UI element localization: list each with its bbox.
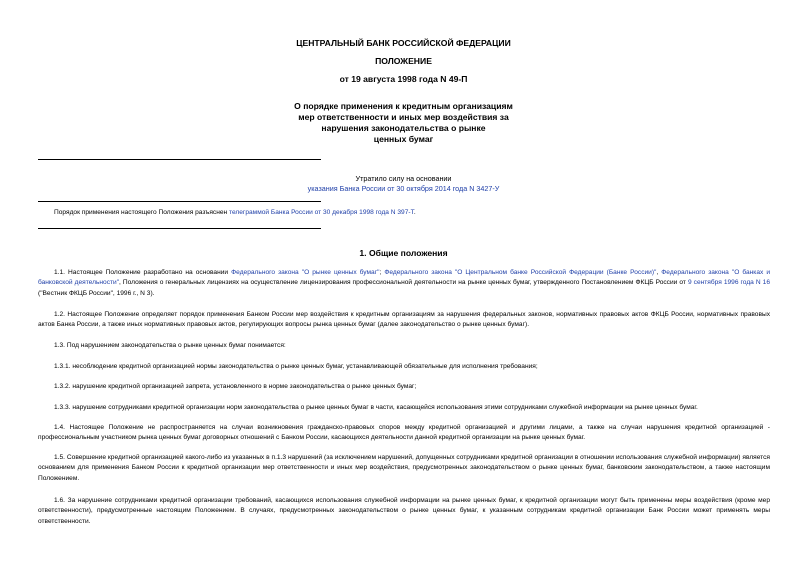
resolution-link[interactable]: 9 сентября 1996 года N 16: [687, 279, 770, 287]
paragraph-1-3: 1.3. Под нарушением законодательства о рынке ценных бумаг понимается:: [54, 342, 286, 349]
paragraph-1-1: 1.1. Настоящее Положение разработано на основании Федерального закона "О рынке ценных бумаг"; Федерального закона "О Центральном банке Российской Федерации (Банке России)", Федерального закона "О банках и банковской деятельности", Положения о генеральных лицензиях на осуществление лицензирования профессиональной деятельности на рынке ценных бумаг, утвержденного Постановлением ФКЦБ России от 9 сентября 1996 года N 16 ("Вестник ФКЦБ России", 1996 г., N 3).: [38, 269, 771, 297]
repeal-link-line: [0, 184, 807, 194]
divider: [38, 228, 321, 229]
divider: [38, 159, 321, 160]
clarification-link[interactable]: телеграммой Банка России от 30 декабря 1998 года N 397-Т: [229, 209, 414, 216]
law-link-banks[interactable]: Федерального закона "О банках и банковской деятельности": [38, 269, 771, 287]
issuing-organization: ЦЕНТРАЛЬНЫЙ БАНК РОССИЙСКОЙ ФЕДЕРАЦИИ: [296, 38, 511, 48]
document-date-number: от 19 августа 1998 года N 49-П: [339, 74, 468, 84]
document-title-line: ценных бумаг: [373, 134, 434, 144]
law-link-securities-market[interactable]: Федерального закона "О рынке ценных бумаг": [231, 269, 380, 276]
clarification-note: Порядок применения настоящего Положения разъяснен телеграммой Банка России от 30 декабря 1998 года N 397-Т.: [54, 209, 416, 216]
paragraph-1-6: 1.6. За нарушение сотрудниками кредитной организации требований, касающихся использования служебной информации на рынке ценных бумаг, к кредитной организации могут быть применены меры воздействия (кроме мер ответственности), предусмотренные настоящим Положением. В случаях, предусмотренных законодательством о рынке ценных бумаг, к указанным сотрудникам кредитной организации Банк России может применять меры ответственности.: [38, 497, 770, 525]
document-type: ПОЛОЖЕНИЕ: [375, 56, 432, 66]
law-link-central-bank[interactable]: Федерального закона "О Центральном банке Российской Федерации (Банке России)": [384, 269, 657, 276]
document-title-line: О порядке применения к кредитным организациям: [294, 101, 513, 111]
divider: [38, 201, 321, 202]
document-title-line: нарушения законодательства о рынке: [321, 123, 486, 133]
paragraph-1-3-1: 1.3.1. несоблюдение кредитной организацией нормы законодательства о рынке ценных бумаг, устанавливающей обязательные для исполнения требования;: [54, 363, 538, 370]
paragraph-1-2: 1.2. Настоящее Положение определяет порядок применения Банком России мер воздействия к кредитным организациям за нарушения федеральных законов, нормативных правовых актов ФКЦБ России, нормативных правовых актов Банка России, а также иных нормативных правовых актов, регулирующих вопросы рынка ценных бумаг (далее законодательство о рынке ценных бумаг).: [38, 311, 770, 329]
paragraph-1-3-3: 1.3.3. нарушение сотрудниками кредитной организации норм законодательства о рынке ценных бумаг в части, касающейся использования этими сотрудниками служебной информации на рынке ценных бумаг.: [54, 404, 698, 411]
document-title-line: мер ответственности и иных мер воздействия за: [298, 112, 509, 122]
repeal-link[interactable]: указания Банка России от 30 октября 2014 года N 3427-У: [307, 184, 500, 193]
paragraph-1-4: 1.4. Настоящее Положение не распространяется на случаи возникновения гражданско-правовых споров между кредитной организацией и другими лицами, а также на случаи нарушения кредитной организацией - профессиональным участником рынка ценных бумаг договорных отношений с Банком России, касающихся деятельности данной кредитной организации на рынке ценных бумаг.: [38, 424, 770, 442]
section-title: 1. Общие положения: [359, 248, 448, 258]
paragraph-1-5: 1.5. Совершение кредитной организацией какого-либо из указанных в п.1.3 нарушений (за исключением нарушений, допущенных сотрудниками кредитной организации в отношении использования служебной информации) является основанием для применения Банком России к кредитной организации мер ответственности и иных мер воздействия, предусмотренных законодательством о рынке ценных бумаг, банковским законодательством, а также настоящим Положением.: [38, 454, 770, 482]
paragraph-1-3-2: 1.3.2. нарушение кредитной организацией запрета, установленного в норме законодательства о рынке ценных бумаг;: [54, 383, 417, 390]
repeal-note: Утратило силу на основании: [355, 174, 452, 183]
